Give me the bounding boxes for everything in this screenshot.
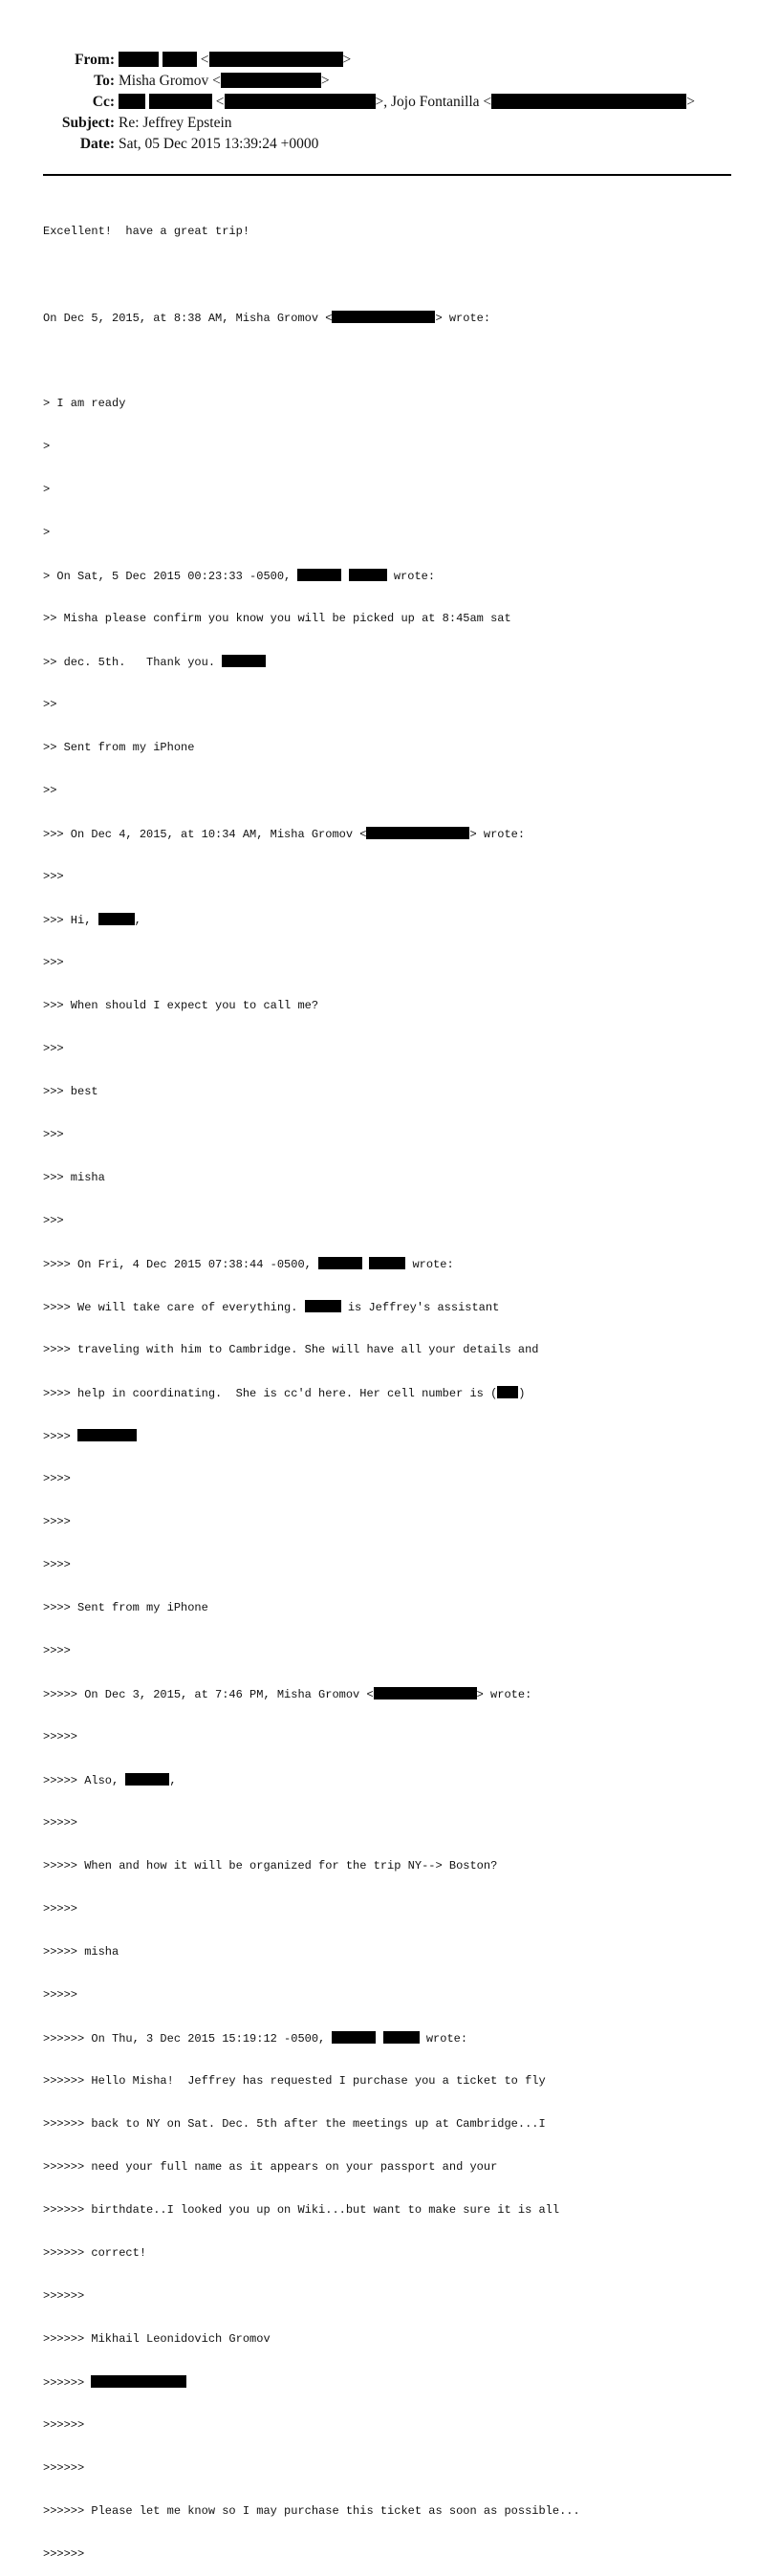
redaction-block <box>305 1300 341 1312</box>
quote-line: >>>>>> <box>43 2547 85 2561</box>
quote-line: >>> <box>43 1128 64 1141</box>
quote-line: >>>> Sent from my iPhone <box>43 1601 208 1614</box>
redaction-block <box>297 569 341 581</box>
quote-line: >>>> <box>43 1644 71 1657</box>
quote-line: >>>>>> <box>43 2418 85 2432</box>
quote-line: >>> misha <box>43 1171 105 1184</box>
subject-value: Re: Jeffrey Epstein <box>119 115 232 131</box>
quote-line: >> Sent from my iPhone <box>43 741 195 754</box>
quote-line: >>> best <box>43 1085 98 1098</box>
date-label: Date: <box>79 136 115 152</box>
redaction-block <box>125 1773 169 1786</box>
quote-line: > <box>43 483 51 496</box>
quote-line: >>>>> Also, , <box>43 1774 177 1787</box>
redaction-block <box>491 94 686 109</box>
quote-line: >>> <box>43 870 64 883</box>
quote-line: >>> <box>43 956 64 969</box>
quote-line: >>> <box>43 1214 64 1227</box>
redaction-block <box>349 569 387 581</box>
redaction-block <box>225 94 376 109</box>
redaction-block <box>209 52 343 67</box>
quote-line: >> dec. 5th. Thank you. <box>43 655 580 669</box>
redaction-block <box>119 52 159 67</box>
to-name: Misha Gromov < <box>119 73 221 89</box>
quote-line: >>>>>> correct! <box>43 2246 147 2260</box>
redaction-block <box>366 827 469 839</box>
cc-jojo: >, Jojo Fontanilla < <box>375 94 492 110</box>
quote-line: >>>>> <box>43 1988 78 2002</box>
date-row <box>0 134 115 155</box>
redaction-block <box>332 2031 376 2044</box>
quote-line: >>>>> <box>43 1730 78 1743</box>
quote-line: >>> When should I expect you to call me? <box>43 999 319 1012</box>
redaction-block <box>221 73 321 88</box>
quote-line: >>> On Dec 4, 2015, at 10:34 AM, Misha Gromov < > wrote: <box>43 828 526 841</box>
quote-line: >>>>>> <box>43 2375 580 2390</box>
quote-line: >> Misha please confirm you know you will be picked up at 8:45am sat <box>43 612 511 625</box>
body-line: Excellent! have a great trip! <box>43 225 250 238</box>
from-row <box>0 50 115 71</box>
quote-line: >>>>>> Hello Misha! Jeffrey has requested I purchase you a ticket to fly <box>43 2074 546 2088</box>
redaction-block <box>149 94 212 109</box>
from-label: From: <box>75 52 115 68</box>
quote-line: >>>> We will take care of everything. is Jeffrey's assistant <box>43 1301 500 1314</box>
quote-line: >>>> <box>43 1429 580 1443</box>
quote-line: >> <box>43 784 57 797</box>
quote-line: >>>> <box>43 1558 71 1571</box>
quote-line: >>>>> When and how it will be organized for the trip NY--> Boston? <box>43 1859 498 1872</box>
cc-label: Cc: <box>92 94 115 110</box>
quote-line: >>>>>> back to NY on Sat. Dec. 5th after the meetings up at Cambridge...I <box>43 2117 546 2131</box>
quote-line: > On Sat, 5 Dec 2015 00:23:33 -0500, wrote: <box>43 570 436 583</box>
redaction-block <box>77 1429 137 1441</box>
quote-line: >>>>> On Dec 3, 2015, at 7:46 PM, Misha Gromov < > wrote: <box>43 1688 532 1701</box>
redaction-block <box>383 2031 420 2044</box>
quote-line: >>>>>> <box>43 2461 85 2475</box>
redaction-block <box>91 2375 186 2388</box>
quote-line: >>> <box>43 1042 64 1055</box>
quote-line: >>>>> misha <box>43 1945 119 1959</box>
email-body <box>43 196 580 2576</box>
to-row <box>0 71 115 92</box>
redaction-block <box>374 1687 477 1699</box>
redaction-block <box>222 655 266 667</box>
quote-line: >>>> help in coordinating. She is cc'd here. Her cell number is ( ) <box>43 1387 526 1400</box>
redaction-block <box>98 913 135 925</box>
quote-line: >>>>> <box>43 1902 78 1916</box>
quote-line: > I am ready <box>43 397 126 410</box>
body-line: On Dec 5, 2015, at 8:38 AM, Misha Gromov < > wrote: <box>43 312 491 325</box>
quote-line: >>>> <box>43 1515 71 1528</box>
quote-line: >>>> traveling with him to Cambridge. She will have all your details and <box>43 1343 539 1356</box>
date-value: Sat, 05 Dec 2015 13:39:24 +0000 <box>119 136 319 152</box>
quote-line: >>>>>> On Thu, 3 Dec 2015 15:19:12 -0500, wrote: <box>43 2032 468 2046</box>
quote-line: > <box>43 526 51 539</box>
quote-line: >>>>>> Please let me know so I may purchase this ticket as soon as possible... <box>43 2504 580 2518</box>
quote-line: >>>> <box>43 1472 71 1485</box>
header-divider <box>43 174 731 176</box>
quote-line: >>>>>> need your full name as it appears on your passport and your <box>43 2160 498 2174</box>
quote-line: >>>> On Fri, 4 Dec 2015 07:38:44 -0500, wrote: <box>43 1258 454 1271</box>
quote-line: >>>>> <box>43 1816 78 1829</box>
quote-line: >>>>>> Mikhail Leonidovich Gromov <box>43 2332 271 2346</box>
quote-line: > <box>43 440 51 453</box>
redaction-block <box>318 1257 362 1269</box>
quote-line: >> <box>43 698 57 711</box>
redaction-block <box>369 1257 405 1269</box>
redaction-block <box>332 311 435 323</box>
subject-label: Subject: <box>61 115 115 131</box>
redaction-block <box>497 1386 518 1398</box>
redaction-block <box>162 52 197 67</box>
quote-line: >>>>>> <box>43 2289 85 2303</box>
redaction-block <box>119 94 145 109</box>
quote-line: >>> Hi, , <box>43 914 141 927</box>
subject-row <box>0 113 115 134</box>
quote-line: >>>>>> birthdate..I looked you up on Wiki...but want to make sure it is all <box>43 2203 560 2217</box>
cc-row <box>0 92 115 113</box>
to-label: To: <box>94 73 115 89</box>
